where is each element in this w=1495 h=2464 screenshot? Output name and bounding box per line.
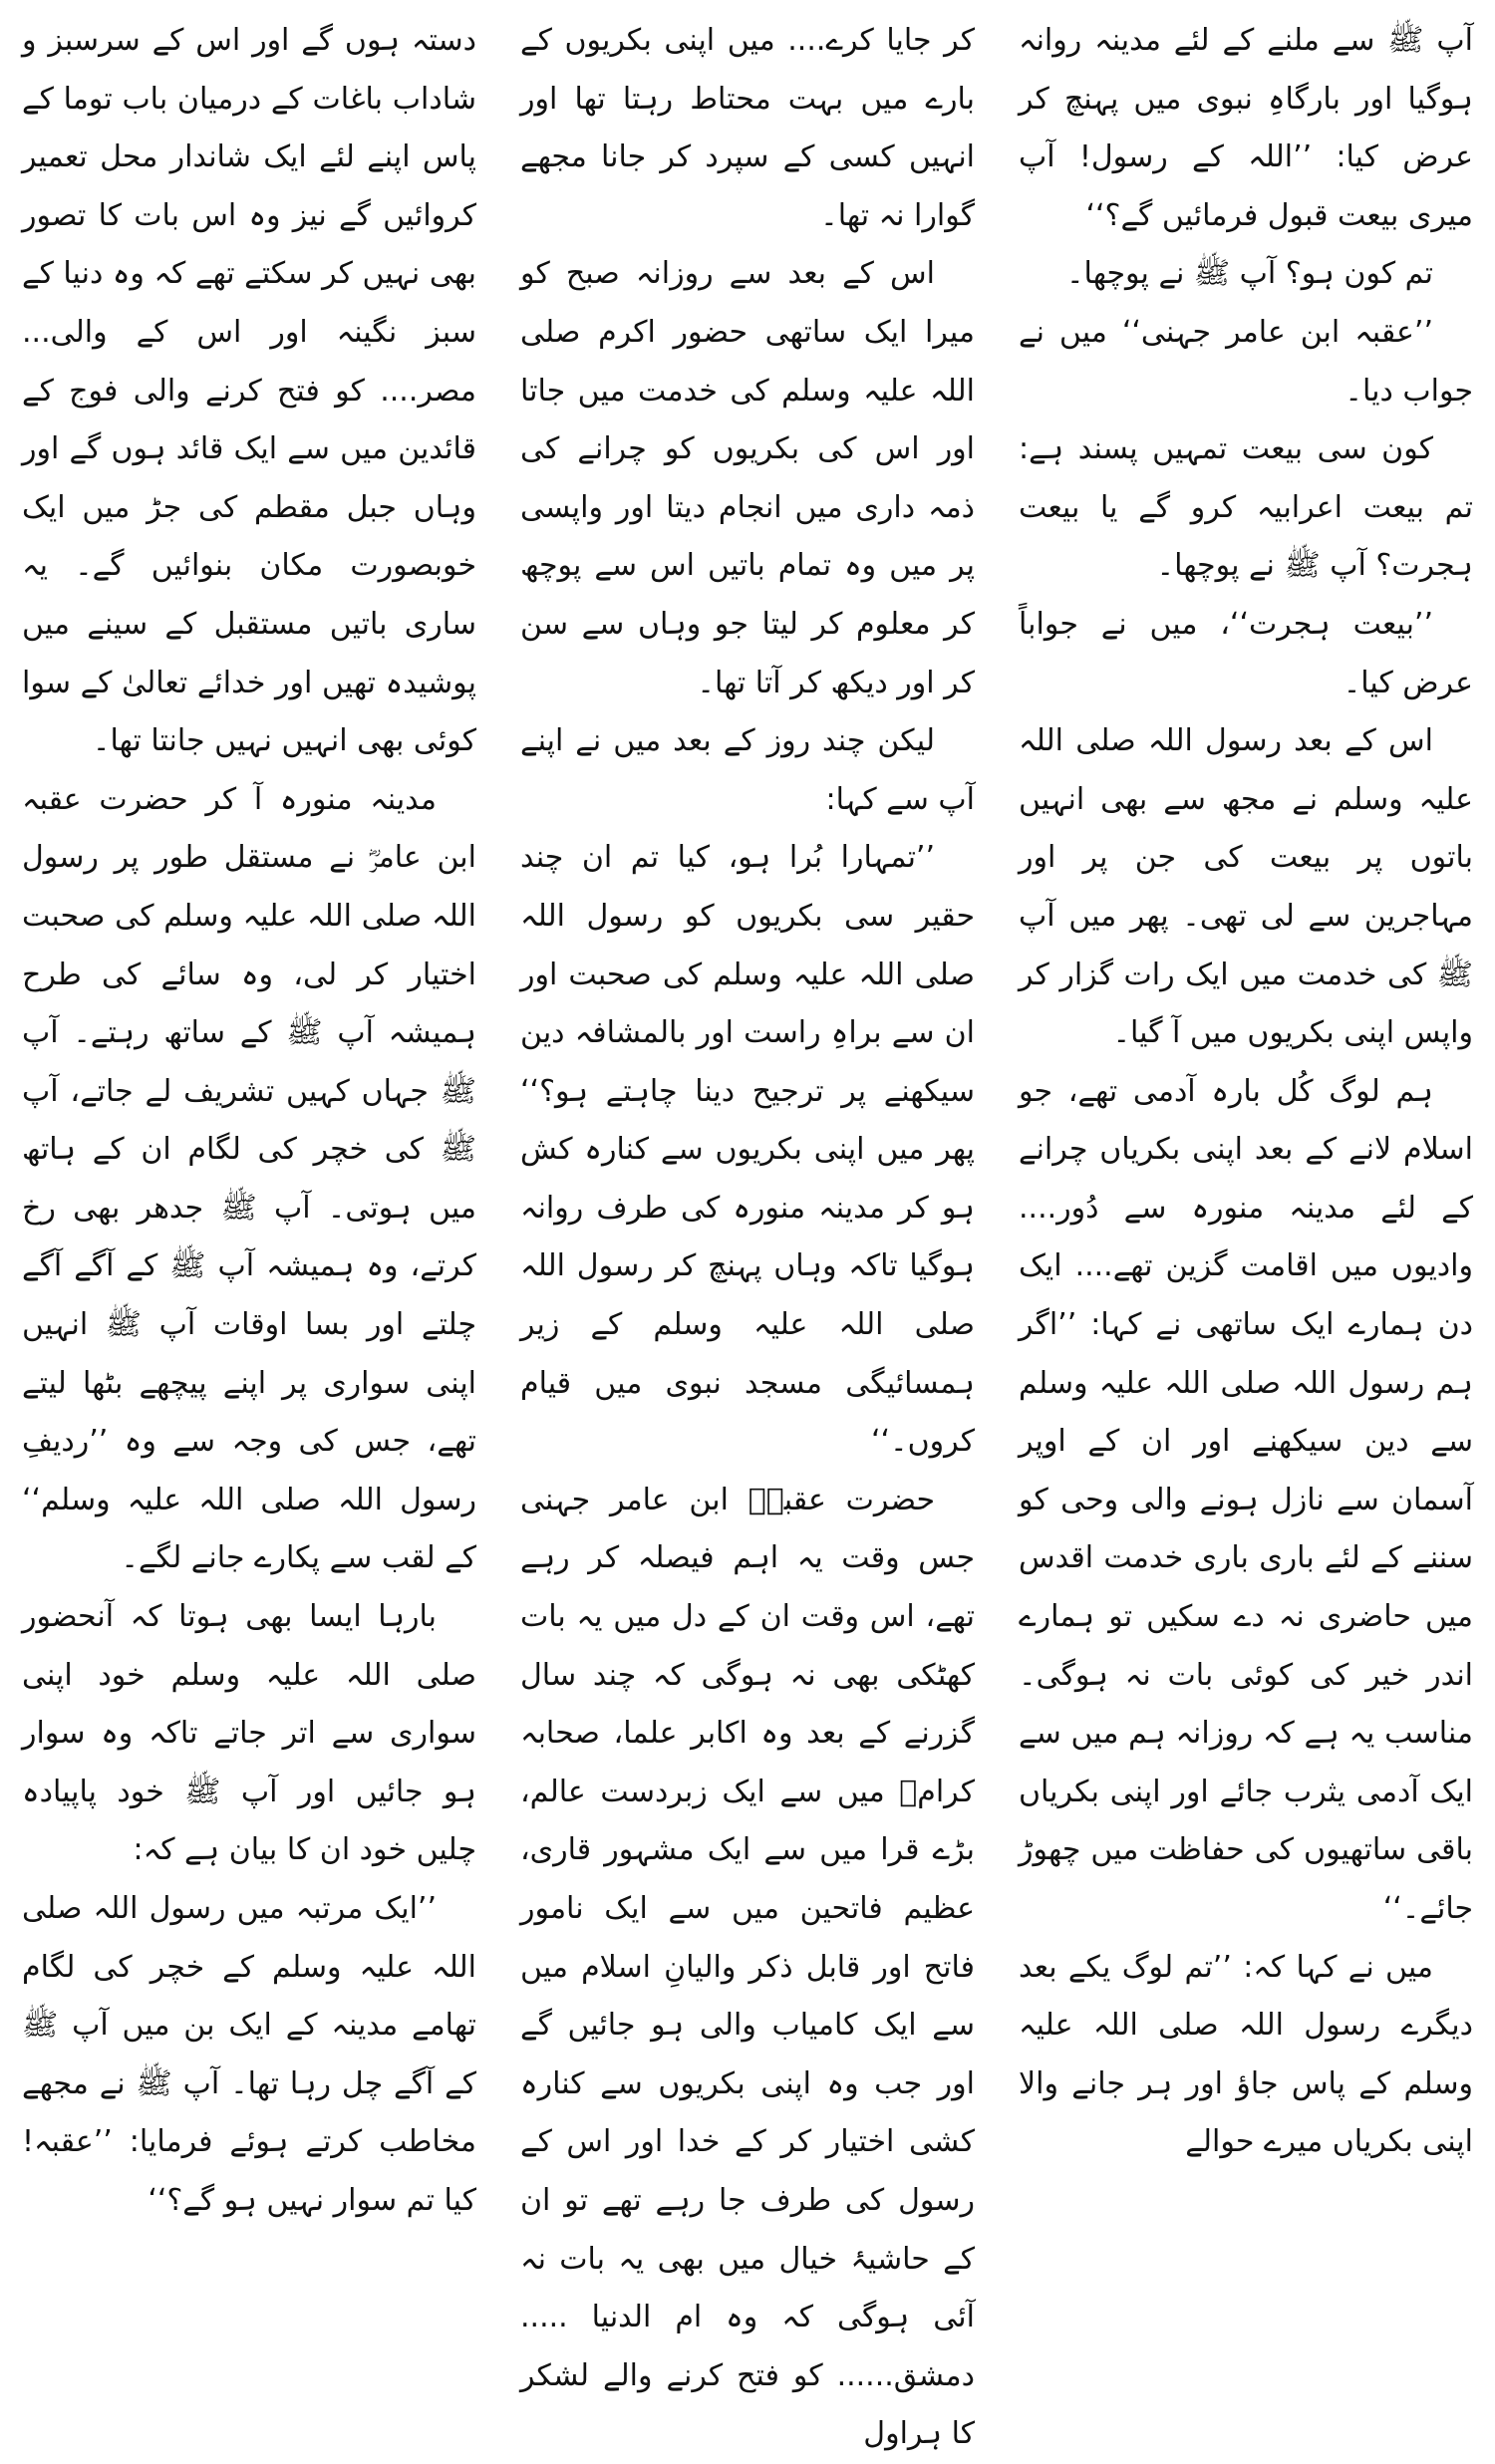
paragraph: ’’تمہارا بُرا ہو، کیا تم ان چند حقیر سی بکریوں کو رسول اللہ صلی اللہ علیہ وسلم کی صحبت اور ان سے براہِ راست اور بالمشافہ دین سیکھنے پر ترجیح دینا چاہتے ہو؟‘‘ پھر میں اپنی بکریوں سے کنارہ کش ہو کر مدینہ منورہ کی طرف روانہ ہوگیا تاکہ وہاں پہنچ کر رسول اللہ صلی اللہ علیہ وسلم کے زیر ہمسائیگی مسجد نبوی میں قیام کروں۔‘‘	[520, 840, 975, 1460]
paragraph: اس کے بعد رسول اللہ صلی اللہ علیہ وسلم نے مجھ سے بھی انہیں باتوں پر بیعت کی جن پر اور مہاجرین سے لی تھی۔ پھر میں آپ ﷺ کی خدمت میں ایک رات گزار کر واپس اپنی بکریوں میں آ گیا۔	[1019, 723, 1473, 1051]
paragraph: میں نے کہا کہ: ’’تم لوگ یکے بعد دیگرے رسول اللہ صلی اللہ علیہ وسلم کے پاس جاؤ اور ہر جانے والا اپنی بکریاں میرے حوالے	[1019, 1949, 1473, 2160]
paragraph: آپ ﷺ سے ملنے کے لئے مدینہ روانہ ہوگیا اور بارگاہِ نبوی میں پہنچ کر عرض کیا: ’’اللہ کے رسول! آپ میری بیعت قبول فرمائیں گے؟‘‘	[1019, 23, 1473, 233]
paragraph: کر جایا کرے.... میں اپنی بکریوں کے بارے میں بہت محتاط رہتا تھا اور انہیں کسی کے سپرد کر جانا مجھے گوارا نہ تھا۔	[520, 23, 975, 233]
paragraph: ہم لوگ کُل بارہ آدمی تھے، جو اسلام لانے کے بعد اپنی بکریاں چرانے کے لئے مدینہ منورہ سے دُور.... وادیوں میں اقامت گزین تھے.... ایک دن ہمارے ایک ساتھی نے کہا: ’’اگر ہم رسول اللہ صلی اللہ علیہ وسلم سے دین سیکھنے اور ان کے اوپر آسمان سے نازل ہونے والی وحی کو سننے کے لئے باری باری خدمت اقدس میں حاضری نہ دے سکیں تو ہمارے اندر خیر کی کوئی بات نہ ہوگی۔ مناسب یہ ہے کہ روزانہ ہم میں سے ایک آدمی یثرب جائے اور اپنی بکریاں باقی ساتھیوں کی حفاظت میں چھوڑ جائے۔‘‘	[1019, 1073, 1473, 1926]
text-column-right	[1019, 12, 1473, 2180]
paragraph: اس کے بعد سے روزانہ صبح کو میرا ایک ساتھی حضور اکرم صلی اللہ علیہ وسلم کی خدمت میں جاتا اور اس کی بکریوں کو چرانے کی ذمہ داری میں انجام دیتا اور واپسی پر میں وہ تمام باتیں اس سے پوچھ کر معلوم کر لیتا جو وہاں سے سن کر اور دیکھ کر آتا تھا۔	[520, 256, 975, 700]
paragraph: حضرت عقبہؓ ابن عامر جہنی جس وقت یہ اہم فیصلہ کر رہے تھے، اس وقت ان کے دل میں یہ بات کھٹکی بھی نہ ہوگی کہ چند سال گزرنے کے بعد وہ اکابر علما، صحابہ کرامؓ میں سے ایک زبردست عالم، بڑے قرا میں سے ایک مشہور قاری، عظیم فاتحین میں سے ایک نامور فاتح اور قابل ذکر والیانِ اسلام میں سے ایک کامیاب والی ہو جائیں گے اور جب وہ اپنی بکریوں سے کنارہ کشی اختیار کر کے خدا اور اس کے رسول کی طرف جا رہے تھے تو ان کے حاشیۂ خیال میں بھی یہ بات نہ آئی ہوگی کہ وہ ام الدنیا ..... دمشق...... کو فتح کرنے والے لشکر کا ہراول	[520, 1482, 975, 2452]
paragraph: دستہ ہوں گے اور اس کے سرسبز و شاداب باغات کے درمیان باب توما کے پاس اپنے لئے ایک شاندار محل تعمیر کروائیں گے نیز وہ اس بات کا تصور بھی نہیں کر سکتے تھے کہ وہ دنیا کے سبز نگینہ اور اس کے والی... مصر.... کو فتح کرنے والی فوج کے قائدین میں سے ایک قائد ہوں گے اور وہاں جبل مقطم کی جڑ میں ایک خوبصورت مکان بنوائیں گے۔ یہ ساری باتیں مستقبل کے سینے میں پوشیدہ تھیں اور خدائے تعالیٰ کے سوا کوئی بھی انہیں نہیں جانتا تھا۔	[22, 23, 476, 759]
paragraph: مدینہ منورہ آ کر حضرت عقبہ ابن عامرؓ نے مستقل طور پر رسول اللہ صلی اللہ علیہ وسلم کی صحبت اختیار کر لی، وہ سائے کی طرح ہمیشہ آپ ﷺ کے ساتھ رہتے۔ آپ ﷺ جہاں کہیں تشریف لے جاتے، آپ ﷺ کی خچر کی لگام ان کے ہاتھ میں ہوتی۔ آپ ﷺ جدھر بھی رخ کرتے، وہ ہمیشہ آپ ﷺ کے آگے آگے چلتے اور بسا اوقات آپ ﷺ انہیں اپنی سواری پر اپنے پیچھے بٹھا لیتے تھے، جس کی وجہ سے وہ ’’ردیفِ رسول اللہ صلی اللہ علیہ وسلم‘‘ کے لقب سے پکارے جانے لگے۔	[22, 781, 476, 1576]
paragraph: تم کون ہو؟ آپ ﷺ نے پوچھا۔	[1065, 256, 1433, 292]
paragraph: لیکن چند روز کے بعد میں نے اپنے آپ سے کہا:	[520, 723, 975, 817]
paragraph: ’’عقبہ ابن عامر جہنی‘‘ میں نے جواب دیا۔	[1019, 314, 1473, 409]
text-column-left	[22, 12, 476, 2218]
text-column-middle	[520, 12, 975, 2452]
paragraph: ’’بیعت ہجرت‘‘، میں نے جواباً عرض کیا۔	[1019, 606, 1473, 700]
paragraph: بارہا ایسا بھی ہوتا کہ آنحضور صلی اللہ علیہ وسلم خود اپنی سواری سے اتر جاتے تاکہ وہ سوار ہو جائیں اور آپ ﷺ خود پاپیادہ چلیں خود ان کا بیان ہے کہ:	[22, 1599, 476, 1868]
paragraph: ’’ایک مرتبہ میں رسول اللہ صلی اللہ علیہ وسلم کے خچر کی لگام تھامے مدینہ کے ایک بن میں آپ ﷺ کے آگے چل رہا تھا۔ آپ ﷺ نے مجھے مخاطب کرتے ہوئے فرمایا: ’’عقبہ! کیا تم سوار نہیں ہو گے؟‘‘	[22, 1891, 476, 2218]
paragraph: کون سی بیعت تمہیں پسند ہے: تم بیعت اعرابیہ کرو گے یا بیعت ہجرت؟ آپ ﷺ نے پوچھا۔	[1019, 431, 1473, 584]
